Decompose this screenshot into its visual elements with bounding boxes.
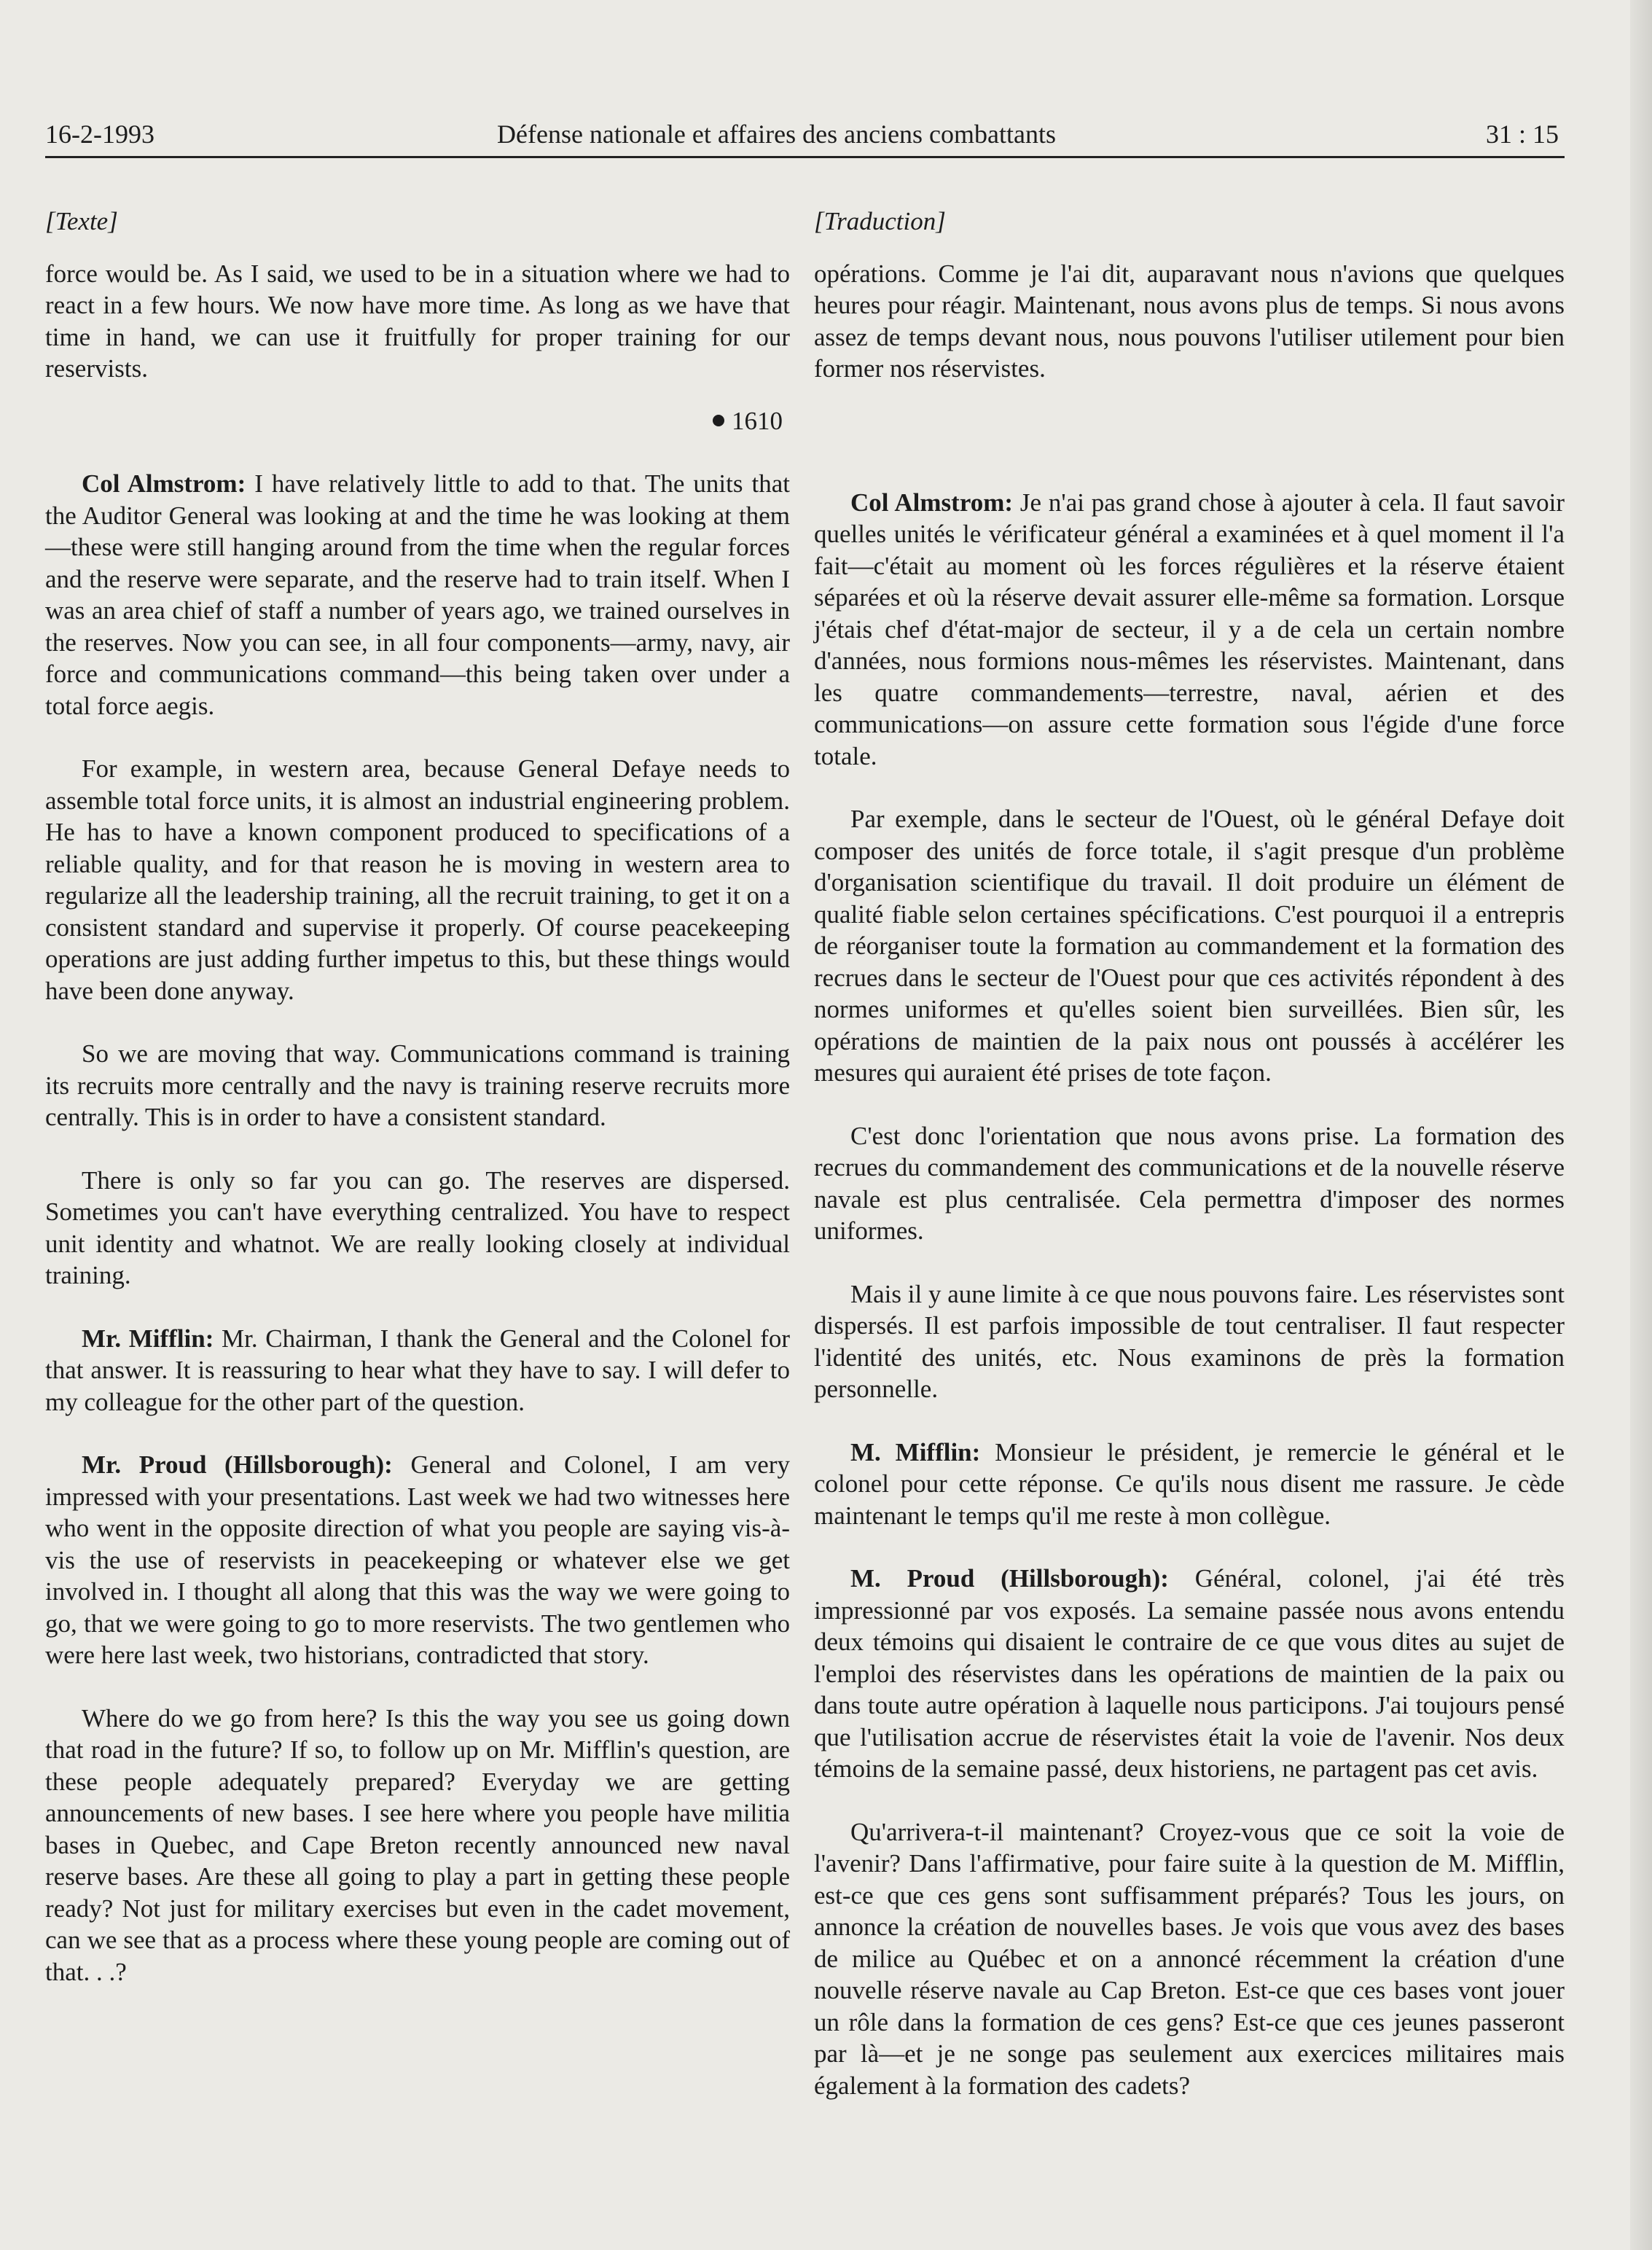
paragraph: For example, in western area, because General Defaye needs to assemble total force units, it is almost an industrial engineering problem. He has to have a known component produced to specifications of a reliable quality, and for that reason he is moving in western area to regularize all the leadership training, all the recruit training, to get it on a consistent standard and supervise it properly. Of course peacekeeping operations are just adding further impetus to this, but these things would have been done anyway. xyxy=(45,754,790,1005)
paragraph xyxy=(814,487,1565,773)
speaker-name: Col Almstrom: xyxy=(82,469,246,498)
french-column xyxy=(814,206,1565,2101)
paragraph: Qu'arrivera-t-il maintenant? Croyez-vous que ce soit la voie de l'avenir? Dans l'affirmative, pour faire suite à la question de M. Mifflin, est-ce que ces gens sont suffisamment préparés? Tous les jours, on annonce la création de nouvelles bases. Je vois que vous avez des bases de milice au Québec et on a annoncé récemment la création d'une nouvelle réserve navale au Cap Breton. Est-ce que ces bases vont jouer un rôle dans la formation de ces gens? Est-ce que ces jeunes passeront par là—et je ne songe pas seulement aux exercices militaires mais également à la formation des cadets? xyxy=(814,1817,1565,2100)
paragraph: Par exemple, dans le secteur de l'Ouest, où le général Defaye doit composer des unités de force totale, il s'agit presque d'un problème d'organisation scientifique du travail. Il doit produire un élément de qualité fiable selon certaines spécifications. C'est pourquoi il a entrepris de réorganiser toute la formation au commandement et la formation des recrues dans le secteur de l'Ouest pour que ces activités répondent à des normes uniformes et qu'elles soient bien surveillées. Bien sûr, les opérations de maintien de la paix nous ont poussés à accélérer les mesures qui auraient été prises de tote façon. xyxy=(814,805,1565,1087)
paragraph: C'est donc l'orientation que nous avons prise. La formation des recrues du commandement des communications et de la nouvelle réserve navale est plus centralisée. Cela permettra d'imposer des normes uniformes. xyxy=(814,1121,1565,1245)
time-marker-text: 1610 xyxy=(732,406,783,435)
time-marker xyxy=(45,405,790,437)
paragraph-text: Monsieur le président, je remercie le général et le colonel pour cette réponse. Ce qu'ils nous disent me rassure. Je cède maintenant le temps qu'il me reste à mon collègue. xyxy=(814,1437,1565,1530)
paragraph: So we are moving that way. Communications command is training its recruits more centrally and the navy is training reserve recruits more centrally. This is in order to have a consistent standard. xyxy=(45,1039,790,1131)
header-date: 16-2-1993 xyxy=(45,120,154,149)
header-title: Défense nationale et affaires des anciens combattants xyxy=(497,120,1057,149)
english-column xyxy=(45,206,790,1988)
paragraph: Mais il y aune limite à ce que nous pouvons faire. Les réservistes sont dispersés. Il est parfois impossible de tout centraliser. Il faut respecter l'identité des unités, etc. Nous examinons de près la formation personnelle. xyxy=(814,1279,1565,1403)
bullet-icon xyxy=(713,415,724,426)
column-label: [Traduction] xyxy=(814,207,946,235)
running-header xyxy=(45,115,1565,158)
paragraph xyxy=(814,1437,1565,1532)
paragraph xyxy=(45,468,790,722)
speaker-name: M. Mifflin: xyxy=(850,1437,981,1466)
header-page-number: 31 : 15 xyxy=(1485,120,1559,149)
speaker-name: M. Proud (Hillsborough): xyxy=(850,1564,1169,1593)
speaker-name: Mr. Mifflin: xyxy=(82,1324,214,1353)
paragraph-text: Mr. Chairman, I thank the General and the Colonel for that answer. It is reassuring to hear what they have to say. I will defer to my colleague for the other part of the question. xyxy=(45,1324,790,1416)
paragraph xyxy=(45,1323,790,1418)
page-edge-shadow xyxy=(1630,0,1652,2250)
paragraph-text: Général, colonel, j'ai été très impressionné par vos exposés. La semaine passée nous avons entendu deux témoins qui disaient le contraire de ce que vous dites au sujet de l'emploi des réservistes dans les opérations de maintien de la paix ou dans toute autre opération à laquelle nous participons. J'ai toujours pensé que l'utilisation accrue de réservistes était la voie de l'avenir. Nos deux témoins de la semaine passé, deux historiens, ne partagent pas cet avis. xyxy=(814,1564,1565,1783)
paragraph-text: General and Colonel, I am very impressed with your presentations. Last week we had two witnesses here who went in the opposite direction of what you people are saying vis-à-vis the use of reservists in peacekeeping or whatever else we get involved in. I thought all along that this was the way we were going to go, that we were going to go to more reservists. The two gentlemen who were here last week, two historians, contradicted that story. xyxy=(45,1450,790,1669)
paragraph: Where do we go from here? Is this the way you see us going down that road in the future? If so, to follow up on Mr. Mifflin's question, are these people adequately prepared? Everyday we are getting announcements of new bases. I see here where you people have militia bases in Quebec, and Cape Breton recently announced new naval reserve bases. Are these all going to play a part in getting these people ready? Not just for military exercises but even in the cadet movement, can we see that as a process where these young people are coming out of that. . .? xyxy=(45,1703,790,1986)
paragraph-text: I have relatively little to add to that. The units that the Auditor General was looking at and the time he was looking at them—these were still hanging around from the time when the regular forces and the reserve were separate, and the reserve had to train itself. When I was an area chief of staff a number of years ago, we trained ourselves in the reserves. Now you can see, in all four components—army, navy, air force and communications command—this being taken over under a total force aegis. xyxy=(45,469,790,720)
paragraph: There is only so far you can go. The reserves are dispersed. Sometimes you can't have everything centralized. You have to respect unit identity and whatnot. We are really looking closely at individual training. xyxy=(45,1165,790,1289)
paragraph xyxy=(814,1563,1565,1785)
column-label: [Texte] xyxy=(45,207,118,235)
paragraph xyxy=(45,1449,790,1671)
paragraph: opérations. Comme je l'ai dit, auparavant nous n'avions que quelques heures pour réagir. Maintenant, nous avons plus de temps. Si nous avons assez de temps devant nous, nous pouvons l'utiliser utilement pour bien former nos réservistes. xyxy=(814,259,1565,383)
paragraph-text: Je n'ai pas grand chose à ajouter à cela. Il faut savoir quelles unités le vérificateur général a examinées et à quel moment il l'a fait—c'était au moment où les forces régulières et la réserve étaient séparées et où la réserve devait assurer elle-même sa formation. Lorsque j'étais chef d'état-major de secteur, il y a de cela un certain nombre d'années, nous formions nous-mêmes les réservistes. Maintenant, dans les quatre commandements—terrestre, naval, aérien et des communications—on assure cette formation sous l'égide d'une force totale. xyxy=(814,488,1565,770)
speaker-name: Mr. Proud (Hillsborough): xyxy=(82,1450,393,1479)
speaker-name: Col Almstrom: xyxy=(850,488,1014,517)
paragraph: force would be. As I said, we used to be in a situation where we had to react in a few hours. We now have more time. As long as we have that time in hand, we can use it fruitfully for proper training for our reservists. xyxy=(45,259,790,383)
